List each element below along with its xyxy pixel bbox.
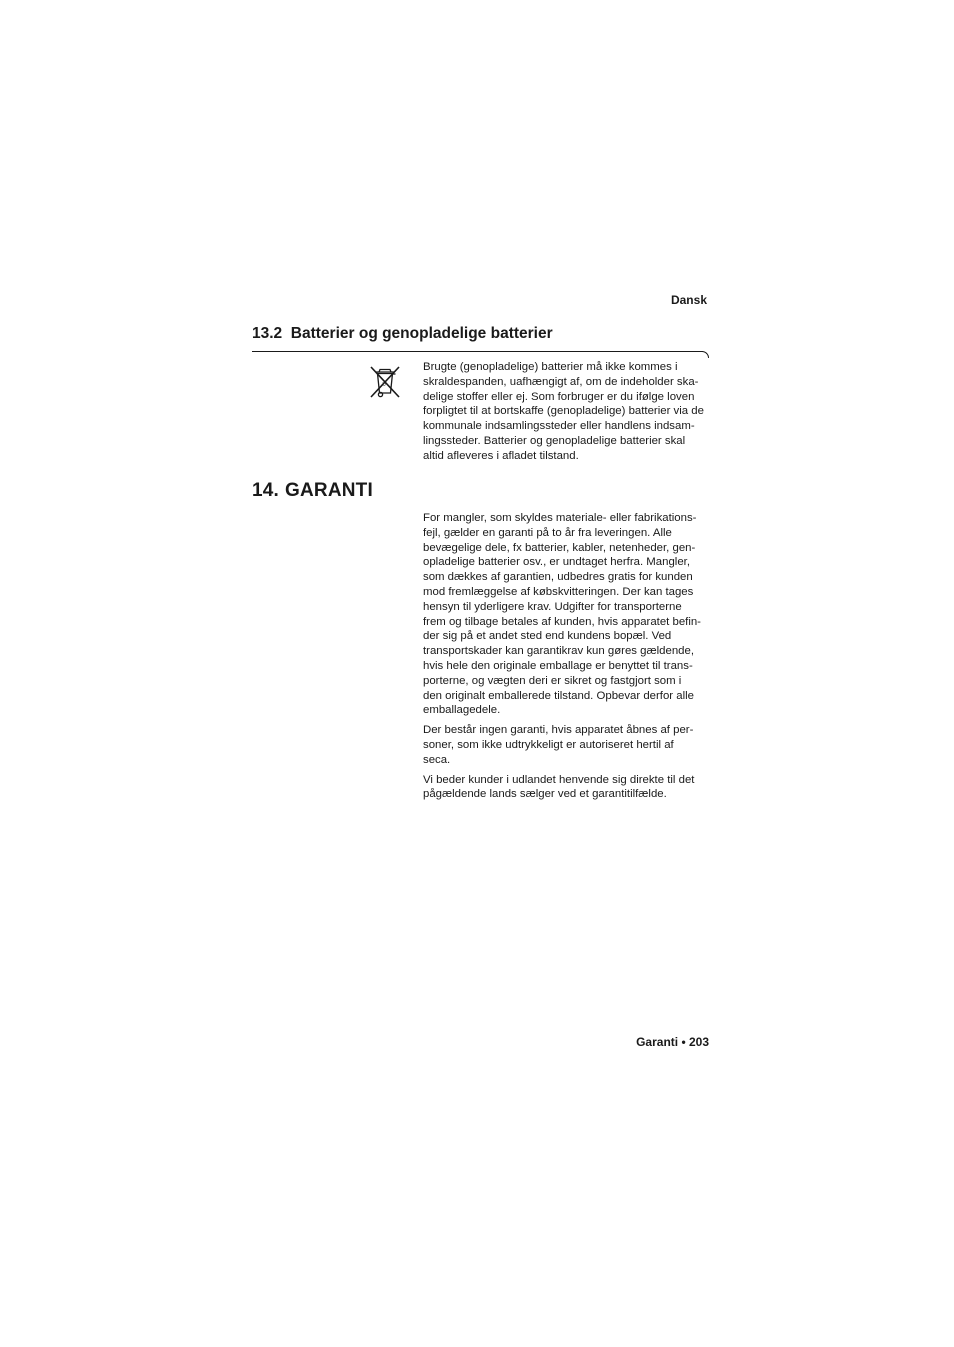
- section-title: Batterier og genopladelige batterier: [290, 325, 553, 342]
- chapter-number: 14.: [252, 480, 280, 501]
- crossed-out-wheelie-bin-icon: [365, 362, 405, 402]
- page-footer: Garanti • 203: [636, 1035, 709, 1049]
- paragraph: Brugte (genopladelige) batterier må ikke kommes i skraldespanden, uafhængigt af, om de indeholder ska- delige stoffer eller ej. Som forbruger er du ifølge loven forpligtet til at bortskaffe (genopladelige) batterier via de kommunale indsamlingssteder eller handlens indsam- lingssteder. Batterier og genopladelige batterier skal altid afleveres i afladet tilstand.: [423, 361, 704, 462]
- section-divider: [252, 351, 703, 352]
- paragraph: Der består ingen garanti, hvis apparatet åbnes af per- soner, som ikke udtrykkeligt er autoriseret hertil af seca.: [423, 724, 694, 766]
- section-number: 13.2: [252, 325, 283, 342]
- chapter-heading-14: [252, 480, 373, 502]
- svg-text:↻: ↻: [382, 382, 387, 388]
- battery-disposal-text: [423, 360, 713, 469]
- section-heading-13-2: [252, 325, 712, 343]
- paragraph: Vi beder kunder i udlandet henvende sig direkte til det pågældende lands sælger ved et garantitilfælde.: [423, 773, 695, 801]
- section-divider-hook: [698, 351, 709, 358]
- paragraph: For mangler, som skyldes materiale- eller fabrikations- fejl, gælder en garanti på to år fra leveringen. Alle bevægelige dele, fx batterier, kabler, netenheder, gen- opladelige batterier osv., er undtaget herfra. Mangler, som dækkes af garantien, udbedres gratis for kunden mod fremlæggelse af købskvitteringen. Der kan tages hensyn til yderligere krav. Udgifter for transporterne frem og tilbage betales af kunden, hvis apparatet befin- der sig på et andet sted end kundens bopæl. Ved transportskader kan garantikrav kun gøres gældende, hvis hele den originale emballage er benyttet til trans- porterne, og vægten deri er sikret og fastgjort som i den originalt emballerede tilstand. Opbevar derfor alle emballagedele.: [423, 512, 701, 717]
- warranty-text: [423, 511, 713, 807]
- chapter-title: GARANTI: [285, 480, 373, 501]
- language-label: Dansk: [670, 293, 707, 307]
